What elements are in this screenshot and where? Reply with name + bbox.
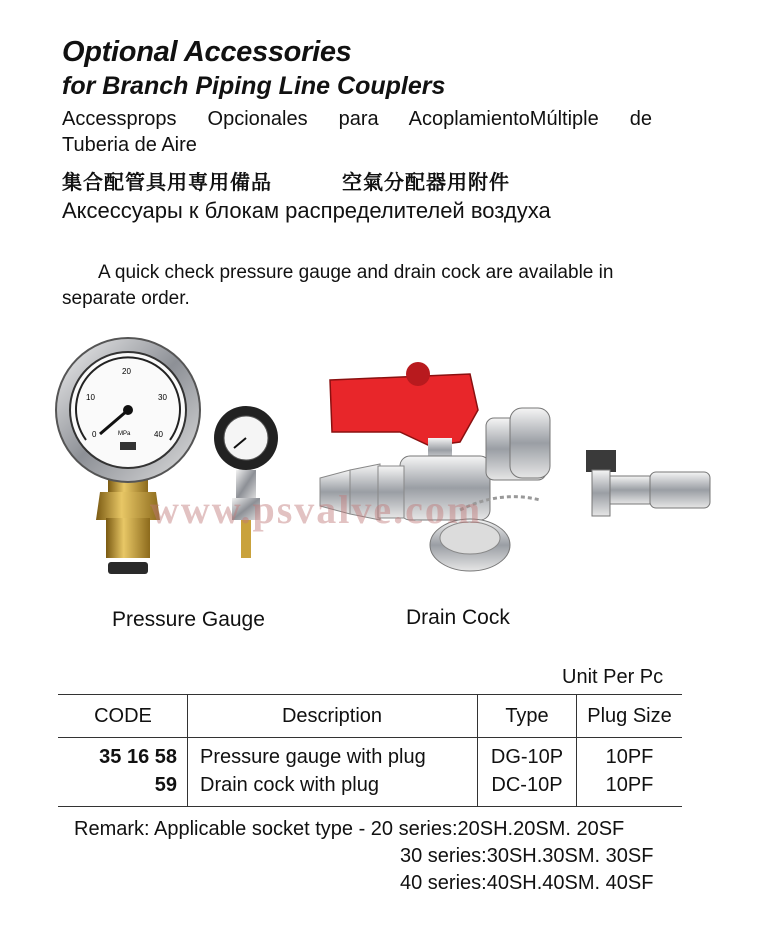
gauge-number-20: 20 (122, 367, 131, 376)
gauge-number-0: 0 (92, 430, 97, 439)
spanish-title-line2: Tuberia de Aire (62, 134, 197, 156)
cell-code: 35 16 58 (58, 738, 188, 772)
remark (74, 816, 653, 897)
chinese-title-traditional: 空氣分配器用附件 (342, 172, 510, 194)
intro-paragraph: A quick check pressure gauge and drain cock are available in separate order. (62, 262, 614, 309)
unit-label: Unit Per Pc (562, 666, 664, 688)
gauge-number-40: 40 (154, 430, 163, 439)
remark-line1: Remark: Applicable socket type - 20 series:20SH.20SM. 20SF (74, 818, 625, 840)
gauge-unit: MPa (118, 431, 131, 437)
spec-table (58, 694, 682, 807)
spanish-title (62, 106, 652, 158)
table-header-row (58, 695, 682, 738)
cell-description: Pressure gauge with plug (188, 738, 478, 772)
chinese-title-simplified: 集合配管具用専用備品 (62, 172, 272, 194)
gauge-number-10: 10 (86, 393, 95, 402)
table-row (58, 771, 682, 807)
cell-type: DG-10P (478, 738, 577, 772)
cell-code: 59 (58, 771, 188, 807)
russian-title: Аксессуары к блокам распределителей воздуха (62, 198, 551, 223)
remark-line3: 40 series:40SH.40SM. 40SF (400, 872, 654, 894)
header-plug-size: Plug Size (577, 695, 683, 738)
pressure-gauge-image (48, 330, 288, 580)
watermark: www.psvalve.com (150, 487, 483, 532)
drain-cock-image (310, 350, 730, 590)
caption-drain-cock: Drain Cock (406, 606, 510, 629)
spanish-title-line1: Accessprops Opcionales para AcoplamientoMúltiple de (62, 108, 652, 130)
cell-plug-size: 10PF (605, 746, 654, 768)
table-row (58, 738, 682, 772)
caption-pressure-gauge: Pressure Gauge (112, 608, 265, 631)
page-subtitle: for Branch Piping Line Couplers (62, 72, 446, 100)
cell-plug-size: 10PF (577, 771, 683, 807)
cell-description: Drain cock with plug (188, 771, 478, 807)
header-description: Description (188, 695, 478, 738)
page-title: Optional Accessories (62, 36, 352, 68)
cell-type: DC-10P (478, 771, 577, 807)
header-code: CODE (58, 695, 188, 738)
remark-line2: 30 series:30SH.30SM. 30SF (400, 845, 654, 867)
gauge-number-30: 30 (158, 393, 167, 402)
header-type: Type (478, 695, 577, 738)
